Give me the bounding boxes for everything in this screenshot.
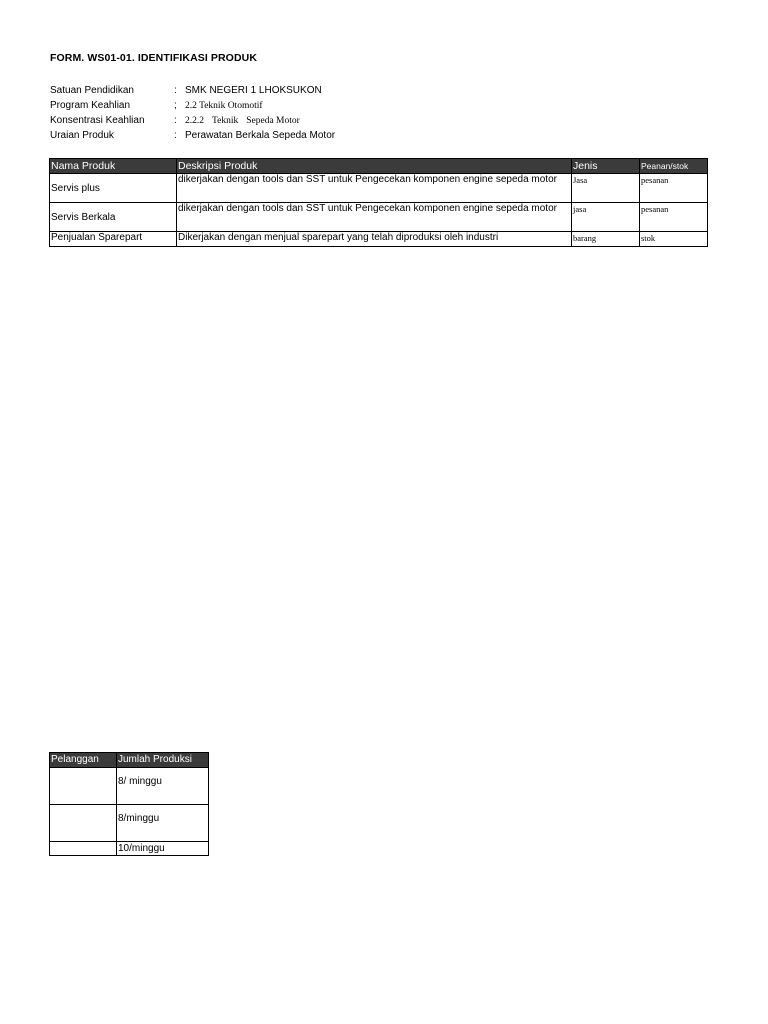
info-colon: ; — [174, 100, 177, 111]
cell-jenis: Jasa — [572, 174, 640, 203]
cell-jumlah: 8/ minggu — [117, 768, 209, 805]
info-label: Uraian Produk — [50, 130, 114, 141]
cell-stok: pesanan — [640, 174, 708, 203]
column-header: Jenis — [572, 159, 640, 174]
cell-deskripsi: dikerjakan dengan tools dan SST untuk Pengecekan komponen engine sepeda motor — [177, 174, 572, 203]
cell-deskripsi: dikerjakan dengan tools dan SST untuk Pengecekan komponen engine sepeda motor — [177, 203, 572, 232]
info-value: SMK NEGERI 1 LHOKSUKON — [185, 85, 322, 96]
info-value — [185, 116, 300, 126]
table-row — [50, 232, 708, 247]
info-value: Perawatan Berkala Sepeda Motor — [185, 130, 336, 141]
info-row-program — [50, 98, 335, 113]
table-row — [50, 805, 209, 842]
cell-stok: pesanan — [640, 203, 708, 232]
info-value-part: Sepeda Motor — [246, 115, 300, 126]
cell-pelanggan — [50, 805, 117, 842]
cell-jumlah: 8/minggu — [117, 805, 209, 842]
table-header-row — [50, 753, 209, 768]
cell-deskripsi: Dikerjakan dengan menjual sparepart yang telah diproduksi oleh industri — [177, 232, 572, 247]
info-row-konsentrasi — [50, 113, 335, 128]
column-header: Jumlah Produksi — [117, 753, 209, 768]
column-header: Pelanggan — [50, 753, 117, 768]
info-row-uraian — [50, 128, 335, 143]
info-value-part: 2.2.2 — [185, 115, 204, 126]
info-colon: : — [174, 115, 177, 126]
table-row — [50, 842, 209, 856]
table-row — [50, 174, 708, 203]
table-row — [50, 768, 209, 805]
info-block — [50, 83, 335, 143]
info-colon: : — [174, 130, 177, 141]
info-label: Program Keahlian — [50, 100, 131, 111]
customer-table — [49, 752, 209, 856]
info-row-satuan — [50, 83, 335, 98]
cell-pelanggan — [50, 768, 117, 805]
cell-stok: stok — [640, 232, 708, 247]
cell-pelanggan — [50, 842, 117, 856]
table-header-row — [50, 159, 708, 174]
cell-nama: Penjualan Sparepart — [50, 232, 177, 247]
column-header: Deskripsi Produk — [177, 159, 572, 174]
info-label: Konsentrasi Keahlian — [50, 115, 145, 126]
column-header: Peanan/stok — [640, 159, 708, 174]
table-row — [50, 203, 708, 232]
info-colon: : — [174, 85, 177, 96]
cell-jumlah: 10/minggu — [117, 842, 209, 856]
info-value: 2.2 Teknik Otomotif — [185, 100, 263, 111]
column-header: Nama Produk — [50, 159, 177, 174]
cell-jenis: barang — [572, 232, 640, 247]
cell-nama: Servis Berkala — [50, 203, 177, 232]
form-title: FORM. WS01-01. IDENTIFIKASI PRODUK — [50, 52, 258, 64]
cell-jenis: jasa — [572, 203, 640, 232]
info-label: Satuan Pendidikan — [50, 85, 134, 96]
info-value-part: Teknik — [212, 115, 239, 126]
product-table — [49, 158, 708, 247]
cell-nama: Servis plus — [50, 174, 177, 203]
